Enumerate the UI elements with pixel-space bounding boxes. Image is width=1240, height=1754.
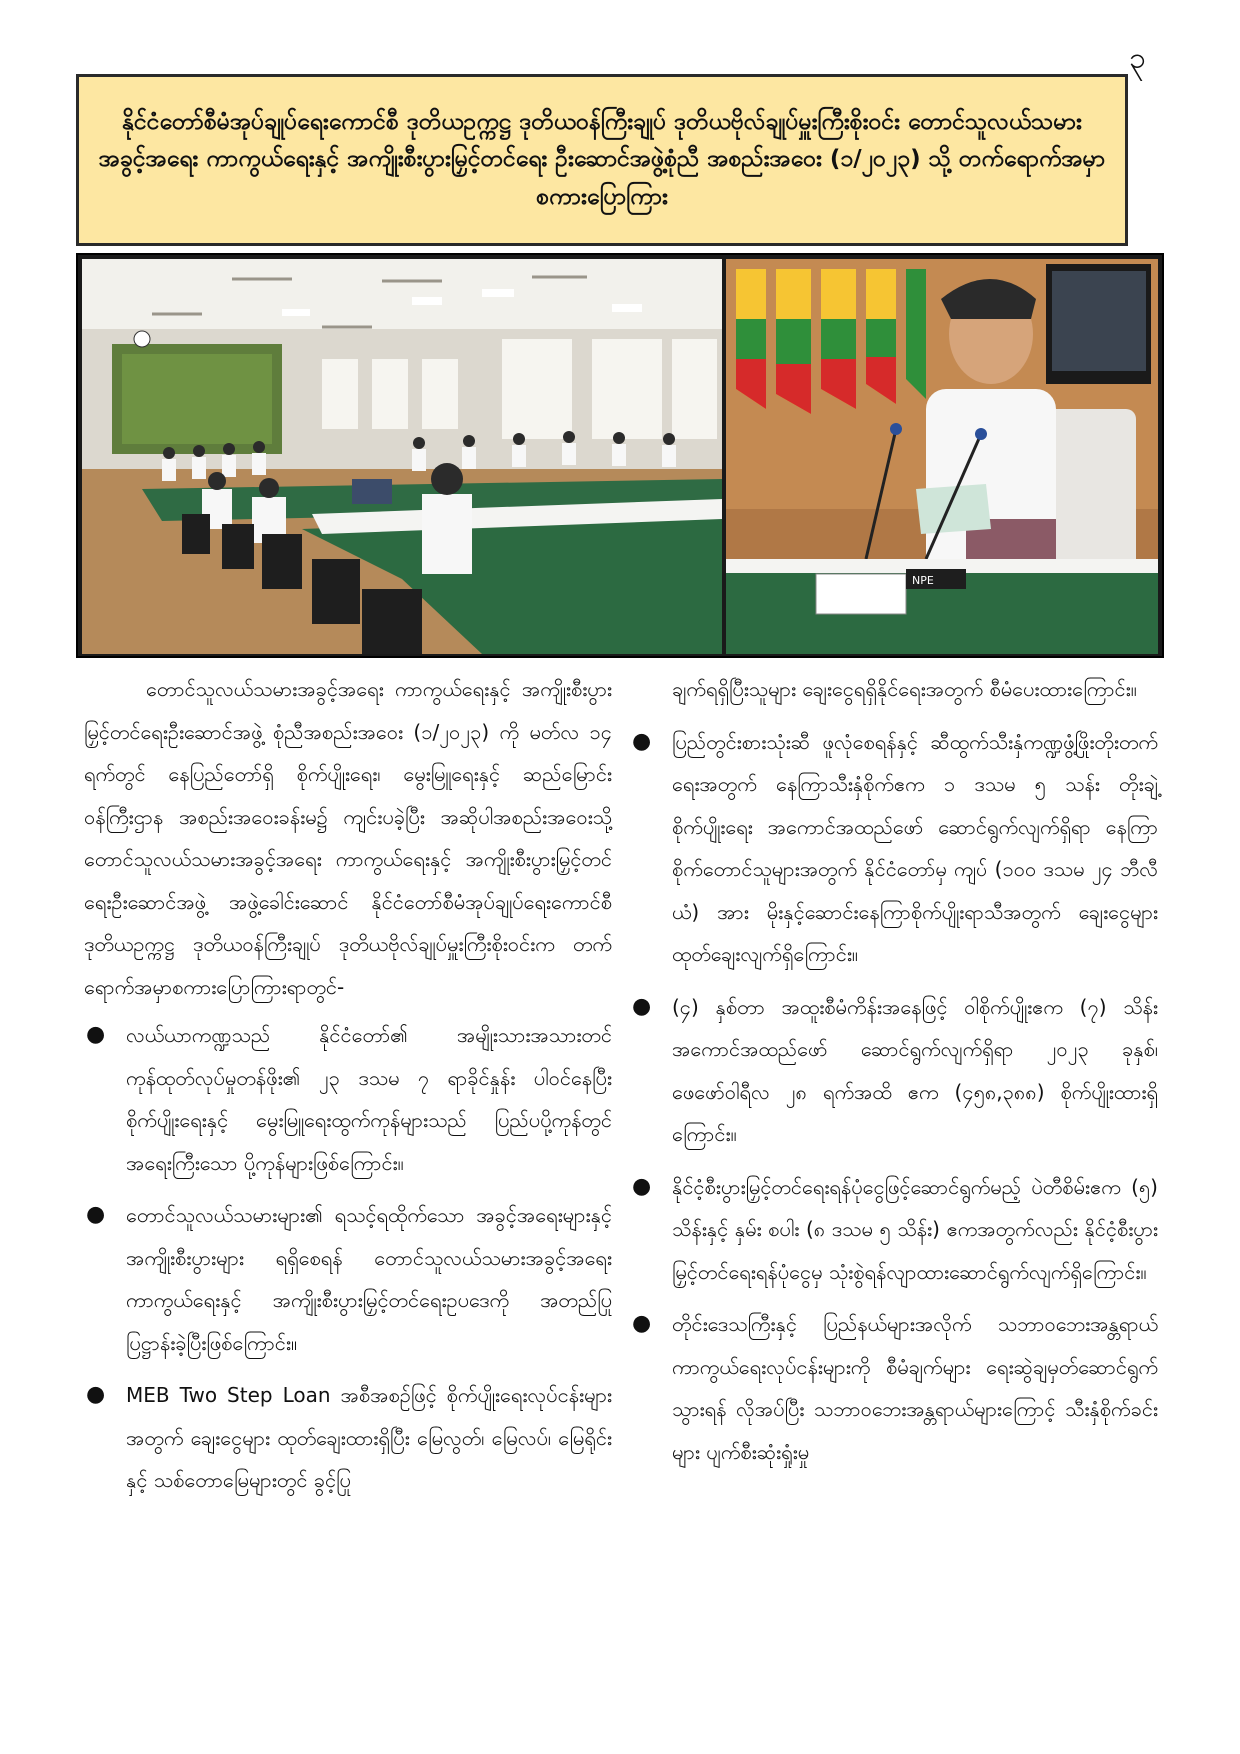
headline-title: နိုင်ငံတော်စီမံအုပ်ချုပ်ရေးကောင်စီ ဒုတိယဥက္ကဋ္ဌ ဒုတိယဝန်ကြီးချုပ် ဒုတိယဗိုလ်ချုပ်မှူးကြီးစိုးဝင်း တောင်သူလယ်သမားအခွင့်အရေး ကာကွယ်ရေးနှင့် အကျိုးစီးပွားမြှင့်တင်ရေး ဦးဆောင်အဖွဲ့စုံညီ အစည်းအဝေး (၁/၂၀၂၃) သို့ တက်ရောက်အမှာစကားပြောကြား <box>98 109 1106 210</box>
photo-strip <box>76 253 1164 658</box>
bullet-icon: ● <box>632 1173 652 1199</box>
right-bullet-list <box>630 721 1158 1474</box>
bullet-text: တောင်သူလယ်သမားများ၏ ရသင့်ရထိုက်သော အခွင့်အရေးများနှင့် အကျိုးစီးပွားများ ရရှိစေရန် တောင်သူလယ်သမားအခွင့်အရေး ကာကွယ်ရေးနှင့် အကျိုးစီးပွားမြှင့်တင်ရေးဥပဒေကို အတည်ပြုပြဋ္ဌာန်းခဲ့ပြီးဖြစ်ကြောင်း။ <box>126 1203 612 1355</box>
bullet-text: နိုင်ငံ့စီးပွားမြှင့်တင်ရေးရန်ပုံငွေဖြင့်ဆောင်ရွက်မည့် ပဲတီစိမ်းဧက (၅) သိန်းနှင့် နှမ်း စပါး (၈ ဒသမ ၅ သိန်း) ဧကအတွက်လည်း နိုင်ငံ့စီးပွားမြှင့်တင်ရေးရန်ပုံငွေမှ သုံးစွဲရန်လျာထားဆောင်ရွက်လျက်ရှိကြောင်း။ <box>672 1174 1158 1284</box>
list-item <box>84 1014 612 1184</box>
list-item <box>630 721 1158 976</box>
intro-paragraph: တောင်သူလယ်သမားအခွင့်အရေး ကာကွယ်ရေးနှင့် အကျိုးစီးပွားမြှင့်တင်ရေးဦးဆောင်အဖွဲ့ စုံညီအစည်းအဝေး (၁/၂၀၂၃) ကို မတ်လ ၁၄ ရက်တွင် နေပြည်တော်ရှိ စိုက်ပျိုးရေး၊ မွေးမြူရေးနှင့် ဆည်မြောင်းဝန်ကြီးဌာန အစည်းအဝေးခန်းမ၌ ကျင်းပခဲ့ပြီး အဆိုပါအစည်းအဝေးသို့ တောင်သူလယ်သမားအခွင့်အရေး ကာကွယ်ရေးနှင့် အကျိုးစီးပွားမြှင့်တင်ရေးဦးဆောင်အဖွဲ့ အဖွဲ့ခေါင်းဆောင် နိုင်ငံတော်စီမံအုပ်ချုပ်ရေးကောင်စီ ဒုတိယဥက္ကဋ္ဌ ဒုတိယဝန်ကြီးချုပ် ဒုတိယဗိုလ်ချုပ်မှူးကြီးစိုးဝင်းက တက်ရောက်အမှာစကားပြောကြားရာတွင်- <box>84 677 612 999</box>
bullet-icon: ● <box>632 993 652 1019</box>
bullet-icon: ● <box>86 1022 106 1047</box>
left-bullet-list <box>84 1014 612 1502</box>
headline-box <box>76 74 1128 246</box>
list-item <box>630 986 1158 1156</box>
meeting-room-photo <box>82 259 722 654</box>
speaker-at-podium-photo <box>726 259 1158 654</box>
bullet-text: တိုင်းဒေသကြီးနှင့် ပြည်နယ်များအလိုက် သဘာဝဘေးအန္တရာယ်ကာကွယ်ရေးလုပ်ငန်းများကို စီမံချက်များ ရေးဆွဲချမှတ်ဆောင်ရွက်သွားရန် လိုအပ်ပြီး သဘာဝဘေးအန္တရာယ်များကြောင့် သီးနှံစိုက်ခင်းများ ပျက်စီးဆုံးရှုံးမှု <box>672 1312 1158 1464</box>
list-item <box>630 1166 1158 1294</box>
continued-text: ချက်ရရှိပြီးသူများ ချေးငွေရရှိနိုင်ရေးအတွက် စီမံပေးထားကြောင်း။ <box>672 677 1137 701</box>
bullet-icon: ● <box>86 1202 106 1227</box>
bullet-icon: ● <box>632 728 652 754</box>
bullet-text: (၄) နှစ်တာ အထူးစီမံကိန်းအနေဖြင့် ဝါစိုက်ပျိုးဧက (၇) သိန်း အကောင်အထည်ဖော် ဆောင်ရွက်လျက်ရှိရာ ၂၀၂၃ ခုနှစ်၊ ဖေဖော်ဝါရီလ ၂၈ ရက်အထိ ဧက (၄၅၈,၃၈၈) စိုက်ပျိုးထားရှိကြောင်း။ <box>672 994 1158 1146</box>
right-column <box>630 668 1158 1483</box>
bullet-text: MEB Two Step Loan အစီအစဉ်ဖြင့် စိုက်ပျိုးရေးလုပ်ငန်းများအတွက် ချေးငွေများ ထုတ်ချေးထားရှိပြီး မြေလွတ်၊ မြေလပ်၊ မြေရိုင်းနှင့် သစ်တောမြေများတွင် ခွင့်ပြု <box>126 1383 612 1492</box>
page-number: ၃ <box>1129 41 1146 76</box>
list-item <box>84 1374 612 1502</box>
nameplate-label: NPE <box>912 574 934 587</box>
list-item <box>630 1303 1158 1473</box>
list-item <box>84 1194 612 1364</box>
bullet-text: လယ်ယာကဏ္ဍသည် နိုင်ငံတော်၏ အမျိုးသားအသားတင်ကုန်ထုတ်လုပ်မှုတန်ဖိုး၏ ၂၃ ဒသမ ၇ ရာခိုင်နှုန်း ပါဝင်နေပြီး စိုက်ပျိုးရေးနှင့် မွေးမြူရေးထွက်ကုန်များသည် ပြည်ပပို့ကုန်တွင် အရေးကြီးသော ပို့ကုန်များဖြစ်ကြောင်း။ <box>126 1023 612 1175</box>
bullet-text: ပြည်တွင်းစားသုံးဆီ ဖူလုံစေရန်နှင့် ဆီထွက်သီးနှံကဏ္ဍဖွံ့ဖြိုးတိုးတက်ရေးအတွက် နေကြာသီးနှံစိုက်ဧက ၁ ဒသမ ၅ သန်း တိုးချဲ့စိုက်ပျိုးရေး အကောင်အထည်ဖော် ဆောင်ရွက်လျက်ရှိရာ နေကြာစိုက်တောင်သူများအတွက် နိုင်ငံတော်မှ ကျပ် (၁၀၀ ဒသမ ၂၄ ဘီလီယံ) အား မိုးနှင့်ဆောင်းနေကြာစိုက်ပျိုးရာသီအတွက် ချေးငွေများ ထုတ်ချေးလျက်ရှိကြောင်း။ <box>672 729 1158 966</box>
bullet-icon: ● <box>632 1311 652 1336</box>
bullet-icon: ● <box>86 1382 106 1407</box>
left-column <box>84 668 612 1512</box>
